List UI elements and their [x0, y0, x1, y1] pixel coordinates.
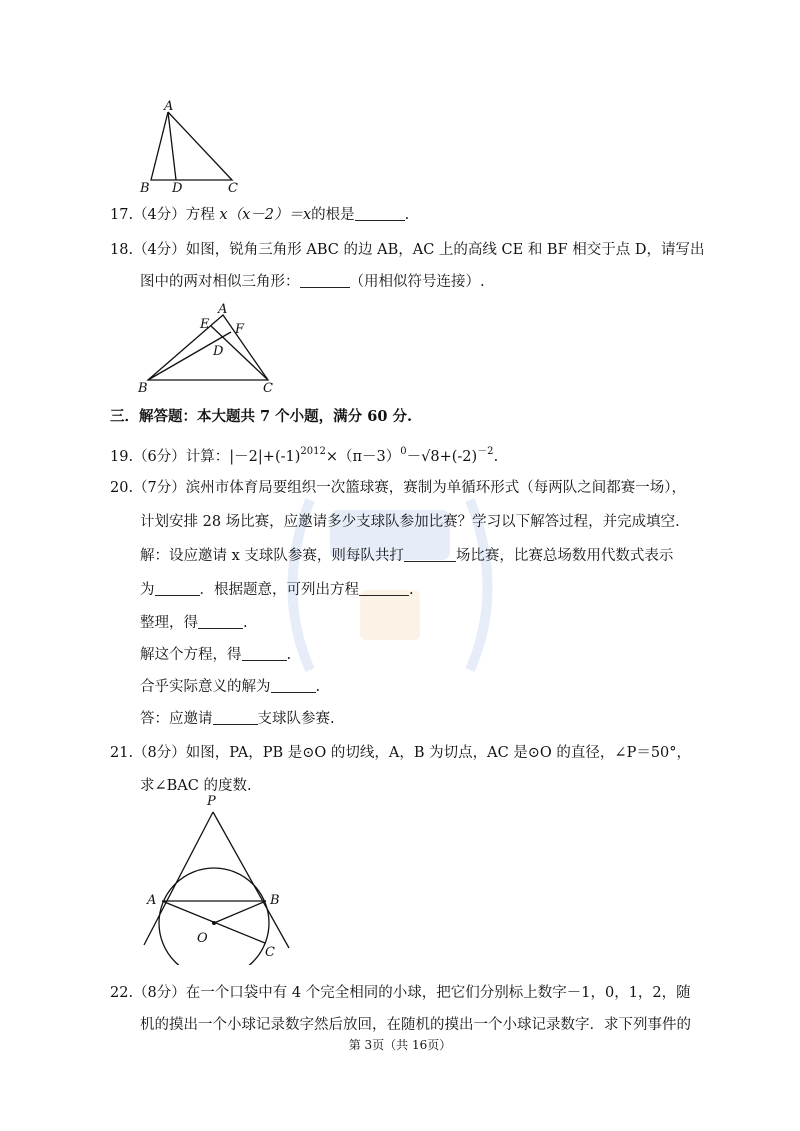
label-c: C [263, 381, 273, 395]
q20-score: （7分） [133, 480, 186, 496]
label-a: A [218, 302, 228, 317]
q17-blank[interactable] [355, 206, 405, 221]
q19-end: . [493, 449, 499, 465]
label-e: E [200, 317, 210, 332]
q20-blank-answer[interactable] [213, 710, 258, 725]
q17-text-b: 的根是 [311, 207, 355, 223]
question-18-line1 [110, 240, 704, 260]
question-20-line8 [140, 709, 335, 729]
q18-number: 18. [110, 242, 134, 258]
q20-text-3b: 场比赛，比赛总场数用代数式表示 [455, 548, 674, 564]
label-d: D [213, 344, 224, 359]
label-d: D [172, 181, 183, 196]
q20-blank-expression[interactable] [155, 581, 200, 596]
question-20-line5 [140, 613, 248, 633]
question-18-line2 [140, 272, 485, 292]
q20-blank-solution[interactable] [242, 646, 287, 661]
q20-text-8a: 答：应邀请 [140, 711, 213, 727]
q19-label: 计算： [185, 449, 230, 465]
q19-expr-b: ×（π－3） [325, 449, 401, 465]
q19-exp3: －2 [477, 446, 494, 457]
q20-text-7b: . [315, 679, 321, 695]
q19-score: （6分） [133, 449, 186, 465]
label-a: A [164, 100, 174, 114]
q19-number: 19. [110, 449, 134, 465]
q20-blank-simplified[interactable] [198, 614, 243, 629]
q20-text-4a: 为 [140, 582, 155, 598]
question-21-line2: 求∠BAC 的度数. [140, 778, 252, 794]
tangent-circle-figure [135, 790, 305, 965]
label-c: C [228, 181, 238, 196]
triangle-abd-figure [130, 100, 260, 200]
q20-text-7a: 合乎实际意义的解为 [140, 679, 271, 695]
q19-exp2: 0 [400, 446, 407, 457]
question-22-line1 [110, 983, 691, 1003]
q22-number: 22. [110, 985, 134, 1001]
q20-blank-games-per-team[interactable] [404, 547, 456, 562]
label-c: C [265, 945, 275, 960]
label-b: B [270, 893, 280, 908]
q20-text-4c: . [409, 582, 414, 598]
label-f: F [235, 322, 245, 337]
question-20-line2: 计划安排 28 场比赛，应邀请多少支球队参加比赛？学习以下解答过程，并完成填空. [140, 514, 680, 530]
q17-number: 17. [110, 207, 134, 223]
q18-text-2a: 图中的两对相似三角形： [140, 274, 300, 290]
q20-number: 20. [110, 480, 134, 496]
q17-text: 方程 [185, 207, 215, 223]
question-20-line4 [140, 580, 414, 600]
q18-blank[interactable] [300, 273, 350, 288]
label-b: B [140, 181, 150, 196]
acute-triangle-figure [135, 300, 285, 395]
q19-expr-a: |－2|+(-1) [229, 449, 301, 465]
q17-score: （4分） [133, 207, 186, 223]
question-22-line2: 机的摸出一个小球记录数字然后放回，在随机的摸出一个小球记录数字．求下列事件的 [140, 1017, 691, 1033]
page-footer: 第 3页（共 16页） [348, 1038, 452, 1052]
q17-equation: x（x－2）＝x [219, 207, 312, 223]
q21-text-1: 如图，PA，PB 是⊙O 的切线，A，B 为切点，AC 是⊙O 的直径，∠P＝50°， [185, 745, 692, 761]
q20-text-3a: 解：设应邀请 x 支球队参赛，则每队共打 [140, 548, 404, 564]
q17-end: . [404, 207, 410, 223]
q20-blank-valid-solution[interactable] [271, 678, 316, 693]
q22-text-1: 在一个口袋中有 4 个完全相同的小球，把它们分别标上数字－1，0，1，2，随 [185, 985, 691, 1001]
question-20-line3 [140, 546, 673, 566]
q20-text-5a: 整理，得 [140, 615, 198, 631]
q21-score: （8分） [133, 745, 186, 761]
q20-text-8b: 支球队参赛. [257, 711, 335, 727]
q20-text-1: 滨州市体育局要组织一次篮球赛，赛制为单循环形式（每两队之间都赛一场）， [185, 480, 687, 496]
q18-text: 如图，锐角三角形 ABC 的边 AB，AC 上的高线 CE 和 BF 相交于点 D，请写出 [185, 242, 705, 258]
question-20-line6 [140, 645, 291, 665]
q22-score: （8分） [133, 985, 186, 1001]
q20-text-4b: ．根据题意，可列出方程 [199, 582, 359, 598]
question-17 [110, 205, 409, 225]
label-a: A [147, 893, 157, 908]
q21-number: 21. [110, 745, 134, 761]
q20-text-5b: . [243, 615, 248, 631]
label-b: B [138, 381, 148, 395]
label-o: O [197, 931, 208, 946]
q20-blank-equation[interactable] [359, 581, 409, 596]
question-20-line1 [110, 478, 686, 498]
q20-text-6a: 解这个方程，得 [140, 647, 242, 663]
q19-exp1: 2012 [300, 446, 326, 457]
q18-text-2b: （用相似符号连接）. [349, 274, 485, 290]
label-p: P [207, 794, 216, 809]
question-21-line1 [110, 743, 691, 763]
question-20-line7 [140, 677, 320, 697]
section-heading: 三．解答题：本大题共 7 个小题，满分 60 分. [110, 408, 413, 425]
q19-expr-c: －√8+(-2) [406, 449, 478, 465]
q18-score: （4分） [133, 242, 186, 258]
q20-text-6b: . [286, 647, 292, 663]
